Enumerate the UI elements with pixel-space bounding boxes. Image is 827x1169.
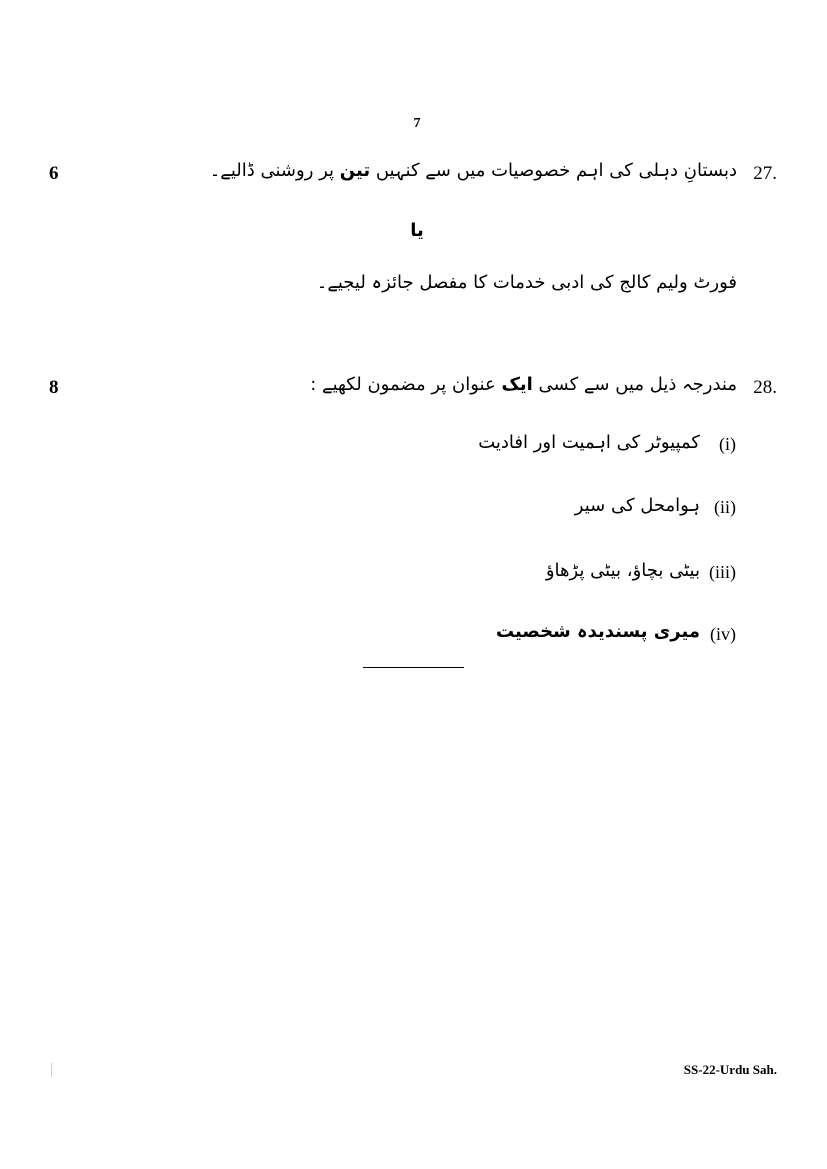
question-27-text-before: دبستانِ دہلی کی اہم خصوصیات میں سے کنہیں — [375, 160, 737, 181]
question-27-text-bold: تین — [339, 160, 371, 181]
question-28-text-after: عنوان پر مضمون لکھیے : — [310, 374, 496, 395]
question-28-text-before: مندرجہ ذیل میں سے کسی — [538, 374, 737, 395]
footer-code: SS-22-Urdu Sah. — [683, 1062, 777, 1077]
question-27-text-after: پر روشنی ڈالیے۔ — [209, 160, 335, 181]
footer-rule — [51, 1063, 52, 1077]
option-1-label: (i) — [719, 434, 736, 454]
question-27-text — [210, 160, 737, 181]
option-2-text: ہوامحل کی سیر — [574, 495, 700, 516]
option-2-label: (ii) — [714, 497, 736, 517]
option-4-text: میری پسندیدہ شخصیت — [495, 621, 700, 642]
page-number: 7 — [413, 116, 421, 131]
option-4-label: (iv) — [710, 624, 736, 644]
question-28-text — [310, 374, 737, 395]
question-27-number: 27. — [753, 163, 777, 184]
question-28-marks: 8 — [49, 377, 59, 398]
question-27-marks: 6 — [49, 163, 59, 184]
question-28-number: 28. — [753, 377, 777, 398]
question-27-alternative: فورٹ ولیم کالج کی ادبی خدمات کا مفصل جائزہ لیجیے۔ — [316, 272, 737, 293]
question-28-text-bold: ایک — [501, 374, 533, 395]
option-3-text: بیٹی بچاؤ، بیٹی پڑھاؤ — [545, 560, 700, 581]
or-label: یا — [410, 220, 424, 241]
option-1-text: کمپیوٹر کی اہمیت اور افادیت — [478, 432, 700, 453]
option-3-label: (iii) — [709, 562, 736, 582]
end-divider — [363, 667, 464, 668]
